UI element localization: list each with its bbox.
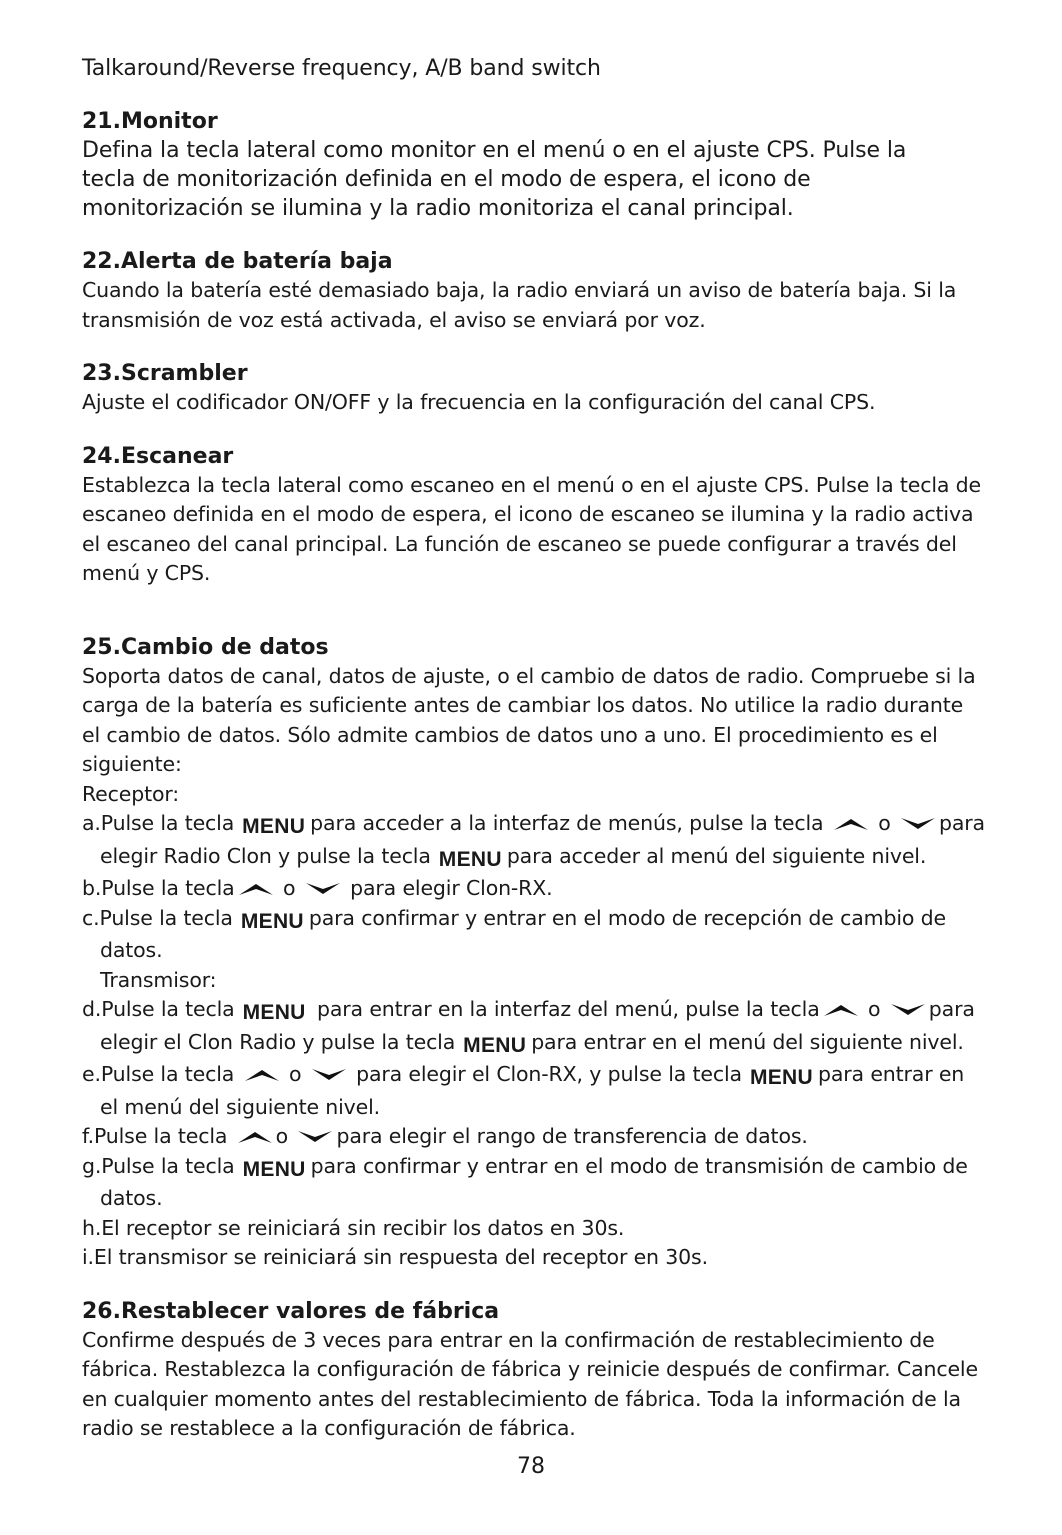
paragraph-line: menú y CPS. (82, 561, 211, 585)
section-monitor (82, 107, 987, 223)
transmisor-label: Transmisor: (100, 967, 217, 992)
paragraph-line: Ajuste el codificador ON/OFF y la frecuencia en la configuración del canal CPS. (82, 390, 876, 414)
or-text: o (878, 811, 891, 835)
step-text: para entrar en (817, 1062, 965, 1086)
section-title: 23.Scrambler (82, 361, 248, 386)
step-a (82, 809, 987, 842)
section-title: 21.Monitor (82, 109, 218, 134)
arrow-down-icon (889, 1002, 927, 1018)
arrow-up-icon (237, 881, 275, 897)
paragraph-line: radio se restablece a la configuración de fábrica. (82, 1416, 576, 1440)
arrow-down-icon (899, 816, 937, 832)
step-a-cont (82, 842, 987, 875)
step-h: h.El receptor se reiniciará sin recibir los datos en 30s. (82, 1215, 625, 1240)
step-text: para (928, 997, 975, 1021)
paragraph-line: tecla de monitorización definida en el modo de espera, el icono de (82, 167, 811, 192)
manual-page (82, 54, 987, 1444)
or-text: o (868, 997, 881, 1021)
paragraph-line: Confirme después de 3 veces para entrar en la confirmación de restablecimiento de (82, 1327, 935, 1352)
section-factory-reset (82, 1297, 987, 1444)
arrow-down-icon (304, 881, 342, 897)
arrow-up-icon (832, 816, 870, 832)
step-f (82, 1122, 987, 1152)
step-g (82, 1152, 987, 1185)
step-text: para acceder al menú del siguiente nivel. (506, 843, 927, 868)
step-text: g.Pulse la tecla (82, 1153, 235, 1178)
section-data-clone (82, 633, 987, 1273)
step-text: b.Pulse la tecla (82, 876, 235, 900)
step-text: elegir Radio Clon y pulse la tecla (100, 843, 431, 868)
menu-key-icon: MENU (242, 815, 306, 838)
paragraph-line: Establezca la tecla lateral como escaneo en el menú o en el ajuste CPS. Pulse la tecla de (82, 472, 981, 497)
paragraph-line: monitorización se ilumina y la radio monitoriza el canal principal. (82, 196, 794, 221)
paragraph-line: Defina la tecla lateral como monitor en el menú o en el ajuste CPS. Pulse la (82, 138, 907, 163)
step-text: d.Pulse la tecla (82, 997, 235, 1021)
arrow-up-icon (822, 1002, 860, 1018)
menu-key-icon: MENU (242, 1157, 306, 1181)
step-text: c.Pulse la tecla (82, 905, 233, 930)
step-b (82, 874, 987, 904)
section-scrambler (82, 359, 987, 418)
or-text: o (288, 1062, 302, 1086)
section-title: 25.Cambio de datos (82, 634, 329, 660)
paragraph-line: fábrica. Restablezca la configuración de fábrica y reinicie después de confirmar. Cancele (82, 1357, 978, 1381)
section-low-battery (82, 247, 987, 335)
paragraph-line: el escaneo del canal principal. La función de escaneo se puede configurar a través del (82, 531, 957, 556)
step-text: a.Pulse la tecla (82, 811, 235, 835)
paragraph-line: carga de la batería es suficiente antes de cambiar los datos. No utilice la radio durante (82, 693, 964, 717)
step-text: para elegir Clon-RX. (350, 876, 553, 900)
paragraph-line: escaneo definida en el modo de espera, el icono de escaneo se ilumina y la radio activa (82, 502, 974, 526)
arrow-down-icon (310, 1067, 348, 1083)
step-text: e.Pulse la tecla (82, 1062, 235, 1086)
menu-key-icon: MENU (749, 1066, 813, 1089)
step-text: para confirmar y entrar en el modo de transmisión de cambio de (310, 1153, 968, 1178)
step-i: i.El transmisor se reiniciará sin respuesta del receptor en 30s. (82, 1245, 708, 1269)
or-text: o (282, 876, 296, 900)
paragraph-line: transmisión de voz está activada, el aviso se enviará por voz. (82, 307, 706, 332)
menu-key-icon: MENU (242, 1001, 306, 1024)
arrow-up-icon (243, 1067, 281, 1083)
step-text: para acceder a la interfaz de menús, pulse la tecla (310, 811, 824, 835)
arrow-up-icon (236, 1129, 274, 1145)
menu-key-icon: MENU (438, 847, 502, 871)
paragraph-line: Soporta datos de canal, datos de ajuste, o el cambio de datos de radio. Compruebe si la (82, 663, 976, 688)
section-title: 22.Alerta de batería baja (82, 249, 393, 274)
paragraph-line: en cualquier momento antes del restablecimiento de fábrica. Toda la información de la (82, 1386, 961, 1411)
step-text: para confirmar y entrar en el modo de recepción de cambio de (308, 905, 946, 930)
paragraph-line: el cambio de datos. Sólo admite cambios de datos uno a uno. El procedimiento es el (82, 722, 938, 747)
step-text: para elegir el Clon-RX, y pulse la tecla (356, 1062, 742, 1086)
step-c (82, 904, 987, 937)
receptor-label: Receptor: (82, 781, 180, 806)
page-number: 78 (517, 1454, 545, 1479)
menu-key-icon: MENU (463, 1033, 527, 1057)
section-title: 26.Restablecer valores de fábrica (82, 1298, 500, 1324)
step-text: para entrar en el menú del siguiente nivel. (531, 1029, 964, 1054)
step-text: f.Pulse la tecla (82, 1124, 228, 1148)
step-text: elegir el Clon Radio y pulse la tecla (100, 1029, 456, 1054)
header-line: Talkaround/Reverse frequency, A/B band switch (82, 56, 601, 81)
step-text: para elegir el rango de transferencia de datos. (336, 1124, 808, 1148)
paragraph-line: Cuando la batería esté demasiado baja, la radio enviará un aviso de batería baja. Si la (82, 278, 957, 302)
paragraph-line: siguiente: (82, 752, 182, 776)
step-text: para (938, 811, 985, 835)
menu-key-icon: MENU (240, 909, 304, 933)
arrow-down-icon (296, 1129, 334, 1145)
step-e (82, 1060, 987, 1093)
step-text: para entrar en la interfaz del menú, pulse la tecla (317, 997, 820, 1021)
step-e-cont: el menú del siguiente nivel. (100, 1094, 381, 1119)
section-scan (82, 442, 987, 589)
section-title: 24.Escanear (82, 443, 234, 469)
step-c-cont: datos. (100, 938, 163, 962)
or-text: o (275, 1124, 289, 1148)
step-d (82, 995, 987, 1028)
step-d-cont (82, 1028, 987, 1061)
step-g-cont: datos. (100, 1186, 163, 1210)
